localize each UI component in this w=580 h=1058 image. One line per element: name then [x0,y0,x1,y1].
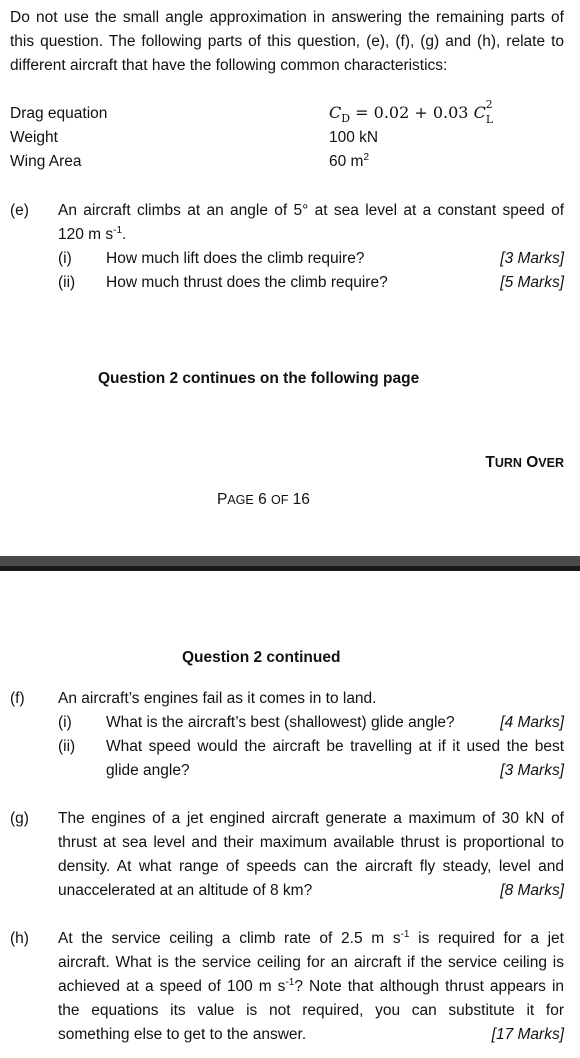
continued-heading: Question 2 continued [182,649,341,666]
part-h-line-1-sup: -1 [400,929,410,940]
turn-over-urn: URN [494,456,522,470]
turn-over-o: O [526,454,539,471]
footer-page-num: 6 [258,491,267,508]
char-value-wing-area [329,150,369,174]
footer-p: P [217,491,228,508]
part-f-ii-num: (ii) [58,738,76,755]
intro-line-1: Do not use the small angle approximation in answering the remaining parts of [10,9,564,26]
part-e-text-2 [58,223,126,247]
turn-over-ver: VER [538,456,564,470]
part-h-line-1b: is required for a jet [409,930,564,947]
page-divider-shadow [0,566,580,571]
part-e-i-num: (i) [58,250,72,267]
intro-line-2: this question. The following parts of this question, (e), (f), (g) and (h), relate to [10,33,564,50]
part-h-line-2: aircraft. What is the service ceiling for an aircraft if the service ceiling is [58,954,564,971]
part-f-ii-marks: [3 Marks] [500,762,564,779]
cl-superscript: 2 [485,98,493,111]
part-g-line-4: unaccelerated at an altitude of 8 km? [58,882,313,899]
part-f-i-marks: [4 Marks] [500,714,564,731]
part-h-line-3a: achieved at a speed of 100 m s [58,978,286,995]
part-g-label: (g) [10,810,29,827]
footer-total: 16 [292,491,310,508]
cl-symbol: C [473,103,486,122]
part-f-ii-text-2: glide angle? [106,762,190,779]
part-f-text: An aircraft’s engines fail as it comes in to land. [58,690,377,707]
part-g-line-1: The engines of a jet engined aircraft generate a maximum of 30 kN of [58,810,564,827]
char-label-wing-area: Wing Area [10,153,82,170]
part-e-ii-num: (ii) [58,274,76,291]
cd-symbol: C [329,103,342,122]
cl-subscript: L [485,113,494,127]
part-e-label: (e) [10,202,29,219]
page-footer [217,488,310,512]
part-g-line-2: thrust at sea level and their maximum available thrust is proportional to [58,834,564,851]
turn-over [485,451,564,475]
footer-of: OF [271,493,289,507]
part-f-i-text: What is the aircraft’s best (shallowest) glide angle? [106,714,455,731]
part-h-line-3-sup: -1 [285,977,295,988]
part-h-line-3 [58,975,564,999]
cl-term [473,98,494,127]
part-h-label: (h) [10,930,29,947]
wing-area-sup: 2 [363,152,370,163]
part-h-line-1 [58,927,564,951]
eq-rest: = 0.02 + 0.03 [350,103,474,122]
part-h-marks: [17 Marks] [491,1026,564,1043]
part-e-ii-text: How much thrust does the climb require? [106,274,388,291]
char-value-weight: 100 kN [329,129,379,146]
part-g-line-3: density. At what range of speeds can the aircraft fly steady, level and [58,858,564,875]
part-h-line-5: something else to get to the answer. [58,1026,307,1043]
footer-age: AGE [227,493,254,507]
part-e-ii-marks: [5 Marks] [500,274,564,291]
part-e-i-text: How much lift does the climb require? [106,250,365,267]
turn-over-t: T [485,454,495,471]
part-f-label: (f) [10,690,25,707]
char-label-weight: Weight [10,129,58,146]
part-e-text-1: An aircraft climbs at an angle of 5° at sea level at a constant speed of [58,202,564,219]
part-h-line-1a: At the service ceiling a climb rate of 2.5 m s [58,930,401,947]
part-e-i-marks: [3 Marks] [500,250,564,267]
continues-note: Question 2 continues on the following page [98,370,420,387]
page-divider [0,556,580,566]
part-e-speed-sup: -1 [113,225,123,236]
part-f-ii-text-1: What speed would the aircraft be travelling at if it used the best [106,738,564,755]
part-g-marks: [8 Marks] [500,882,564,899]
part-h-line-4: the equations its value is not required, you can substitute it for [58,1002,564,1019]
part-h-line-3b: ? Note that although thrust appears in [294,978,565,995]
char-label-drag: Drag equation [10,105,108,122]
cd-subscript: D [341,112,351,126]
wing-area-value: 60 m [329,153,364,170]
part-f-i-num: (i) [58,714,72,731]
part-e-speed: 120 m s [58,226,114,243]
part-e-period: . [122,226,127,243]
intro-line-3: different aircraft that have the following common characteristics: [10,57,448,74]
